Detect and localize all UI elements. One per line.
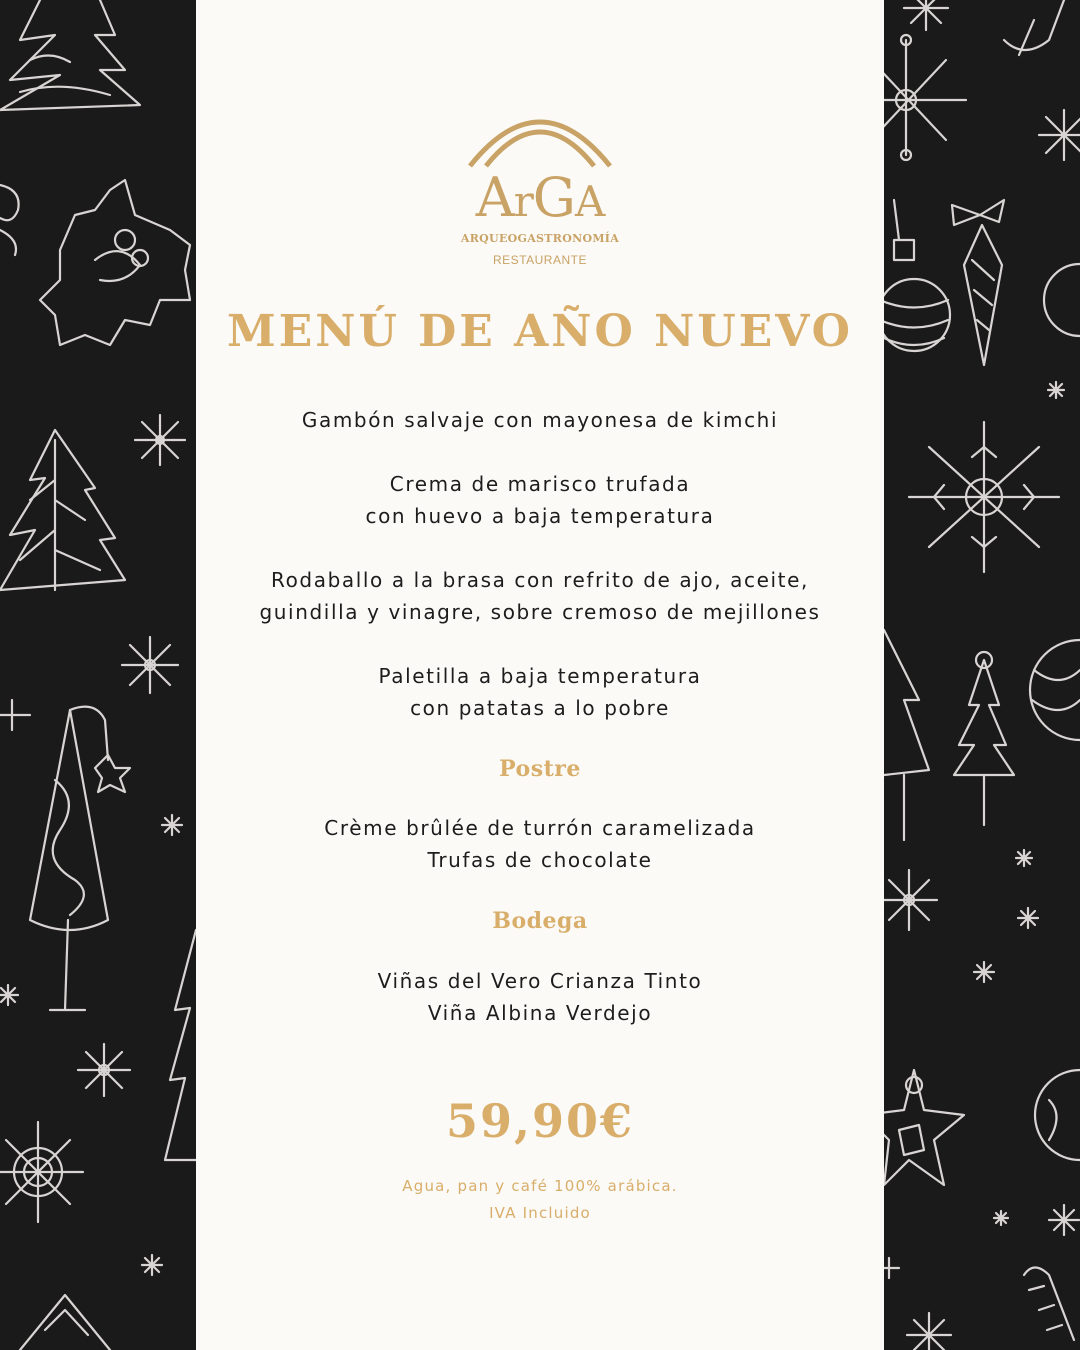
christmas-tree-icon [954,652,1014,825]
course-line: Crema de marisco trufada [389,472,691,496]
snowflake-icon [974,962,994,982]
ornament-ball-icon [1035,1070,1080,1160]
ornament-ball-icon [1030,640,1080,740]
course-line: con patatas a lo pobre [410,696,670,720]
snowflake-icon [909,422,1059,572]
course-line: guindilla y vinagre, sobre cremoso de mejillones [259,600,821,624]
cone-tree-icon [30,707,130,1010]
snowflake-icon [162,815,182,835]
menu-price: 59,90€ [445,1094,635,1148]
candy-cane-icon [1004,0,1064,55]
snowflake-icon [135,415,185,465]
restaurant-logo [440,108,640,278]
dessert-item: Trufas de chocolate [427,848,653,872]
christmas-tree-icon [0,430,125,590]
logo-wordmark [440,166,640,229]
course-item [196,564,884,628]
snowflake-icon [1048,382,1064,398]
logo-tagline: RESTAURANTE [493,253,587,267]
ornament-ball-icon [1044,264,1080,336]
snowflake-icon [884,35,966,160]
left-ornament-strip [0,0,196,1350]
course-line: Rodaballo a la brasa con refrito de ajo, aceite, [271,568,809,592]
christmas-tree-icon [20,1295,110,1350]
logo-letter: G [532,166,575,229]
snowflake-icon [1039,110,1080,160]
christmas-tree-icon [884,630,929,840]
course-item [196,468,884,532]
christmas-tree-icon [165,930,196,1160]
course-item [196,404,884,436]
price-note: IVA Incluido [489,1204,591,1222]
logo-letter: r [513,177,533,226]
course-item [196,660,884,724]
candy-cane-icon [1024,1268,1074,1341]
dessert-item: Crème brûlée de turrón caramelizada [324,816,756,840]
arch-icon [462,108,618,168]
snowflake-icon [142,1255,162,1275]
right-ornament-strip [884,0,1080,1350]
dessert-heading: Postre [499,756,581,782]
wine-heading: Bodega [492,908,588,934]
snowflake-icon [904,0,948,30]
snowflake-icon [884,870,937,930]
price-notes [196,1173,884,1227]
ornament-swirl-icon [0,185,19,255]
course-line: con huevo a baja temperatura [365,504,715,528]
logo-letter: A [475,166,514,229]
wine-item: Viña Albina Verdejo [427,1001,653,1025]
snowflake-icon [0,985,18,1005]
icicle-ornament-icon [952,200,1004,365]
wine-list [196,965,884,1029]
ornament-ball-icon [884,200,950,351]
snowflake-icon [1016,850,1032,866]
snowflake-icon [1049,1205,1079,1235]
snowflake-icon [122,637,178,693]
logo-subtitle: ARQUEOGASTRONOMÍA [460,232,620,245]
snowflake-icon [0,1122,83,1222]
course-line: Paletilla a baja temperatura [378,664,702,688]
snowflake-icon [994,1211,1008,1225]
snowflake-icon [907,1313,951,1350]
wine-item: Viñas del Vero Crianza Tinto [377,969,703,993]
price-note: Agua, pan y café 100% arábica. [402,1177,678,1195]
snowflake-icon [78,1044,130,1096]
snowflake-icon [884,1258,899,1278]
star-ornament-icon [884,1070,964,1185]
dessert-list [196,812,884,876]
menu-panel [196,0,884,1350]
course-line: Gambón salvaje con mayonesa de kimchi [301,408,779,432]
menu-title: MENÚ DE AÑO NUEVO [227,306,853,357]
holly-leaf-icon [40,180,190,345]
logo-letter: A [574,177,605,226]
christmas-tree-icon [0,0,140,110]
snowflake-icon [1018,908,1038,928]
snowflake-icon [0,700,30,730]
